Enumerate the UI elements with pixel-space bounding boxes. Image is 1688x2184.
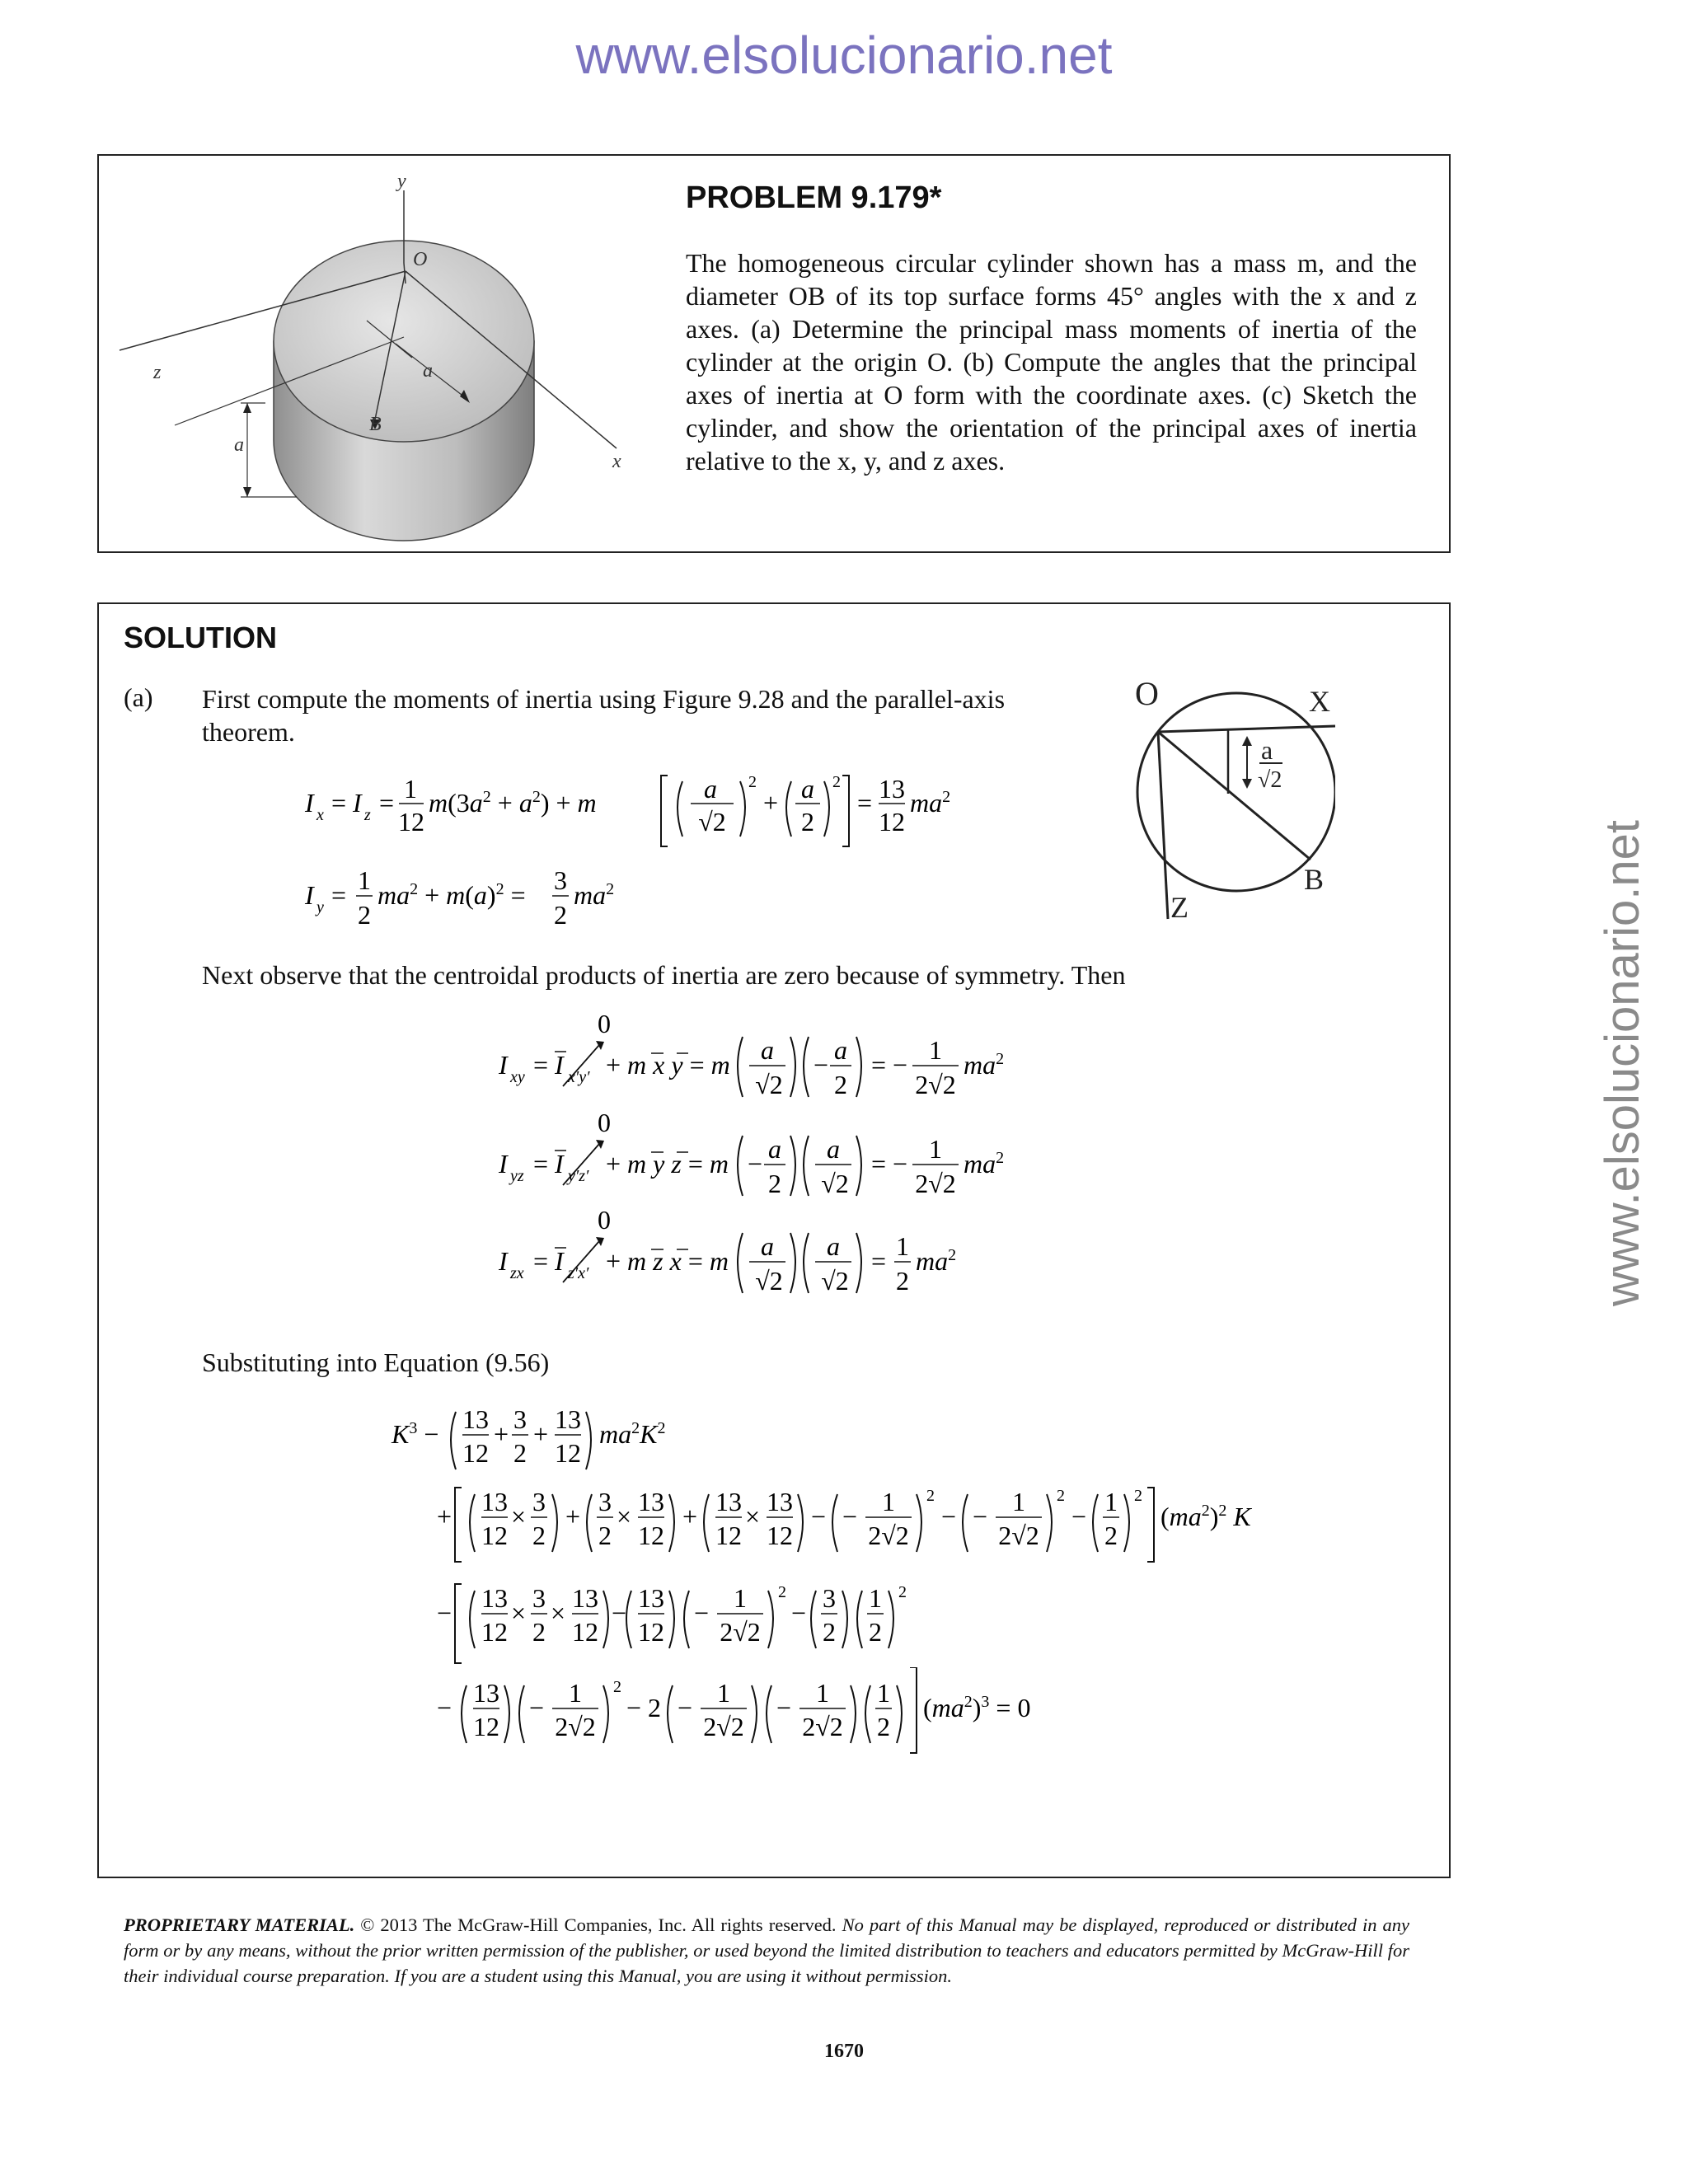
svg-text:1: 1	[404, 774, 417, 804]
svg-text:yz: yz	[510, 1167, 524, 1185]
svg-text:12: 12	[481, 1521, 508, 1550]
svg-text:2: 2	[832, 773, 841, 791]
equation-cubic-line-2	[429, 1476, 1418, 1575]
svg-text:−: −	[1071, 1502, 1087, 1531]
svg-text:a: a	[801, 774, 814, 804]
svg-text:2: 2	[834, 1070, 847, 1099]
svg-text:13: 13	[481, 1583, 508, 1613]
svg-text:2: 2	[358, 900, 371, 930]
equation-ixy	[490, 1008, 1150, 1107]
sketch-label-X: X	[1309, 685, 1330, 718]
svg-text:−: −	[529, 1693, 545, 1722]
svg-text:−: −	[748, 1149, 763, 1179]
svg-text:= −: = −	[871, 1050, 908, 1080]
svg-text:2: 2	[532, 1617, 546, 1647]
svg-text:+: +	[437, 1502, 452, 1531]
svg-text:1: 1	[882, 1487, 895, 1516]
sketch-label-a-den: √2	[1258, 767, 1282, 793]
svg-text:+: +	[682, 1502, 698, 1531]
svg-text:2√2: 2√2	[998, 1521, 1039, 1550]
part-a-label: (a)	[124, 682, 153, 712]
svg-text:2: 2	[1104, 1521, 1118, 1550]
footer-notice	[124, 1912, 1409, 1989]
svg-text:I: I	[499, 1050, 508, 1080]
svg-text:= I: = I	[533, 1246, 564, 1276]
svg-text:ma2: $ma^2$	[574, 880, 615, 910]
sketch-label-Z: Z	[1170, 891, 1189, 924]
equation-iy	[297, 865, 709, 947]
svg-text:ma2: $ma^2$	[964, 1149, 1005, 1179]
problem-box	[97, 154, 1451, 553]
svg-text:3: 3	[598, 1487, 612, 1516]
svg-text:ma2: $ma^2$	[916, 1246, 957, 1276]
figure-label-height-a: a	[234, 434, 244, 456]
footer-legal-text: No part of this Manual may be displayed, reproduced or distributed in any form or by any means, without the prior written permission of the publisher, or used beyond the limited distribution to teachers and educators permitted by McGraw-Hill for their individual course preparation. If you are a student using this Manual, you are using it without permission.	[124, 1915, 1409, 1986]
svg-text:12: 12	[715, 1521, 742, 1550]
svg-text:2: 2	[532, 1521, 546, 1550]
svg-text:z′x′: z′x′	[568, 1264, 589, 1282]
svg-text:3: 3	[513, 1404, 527, 1434]
svg-text:2: 2	[1057, 1487, 1065, 1505]
svg-text:a: a	[761, 1035, 774, 1065]
svg-text:×: ×	[511, 1598, 527, 1628]
svg-text:=: =	[857, 788, 873, 818]
equation-izx	[490, 1204, 1150, 1303]
watermark-top: www.elsolucionario.net	[575, 26, 1113, 85]
svg-text:+ m z x = m: + m z x = m	[606, 1246, 729, 1276]
svg-text:ma2: $ma^2$	[964, 1050, 1005, 1080]
equation-iyz	[490, 1107, 1150, 1206]
svg-text:√2: √2	[821, 1266, 849, 1296]
svg-text:a: a	[761, 1231, 774, 1261]
svg-text:1: 1	[734, 1583, 747, 1613]
svg-text:z: z	[364, 806, 371, 824]
svg-text:−: −	[941, 1502, 957, 1531]
svg-text:12: 12	[555, 1438, 581, 1468]
equation-cubic-line-4	[429, 1667, 1253, 1766]
solution-title: SOLUTION	[124, 621, 277, 654]
svg-text:2: 2	[1134, 1487, 1142, 1505]
sketch-label-a-num: a	[1261, 735, 1273, 765]
problem-title: PROBLEM 9.179*	[686, 180, 942, 215]
svg-text:2: 2	[898, 1583, 907, 1601]
svg-text:3: 3	[532, 1583, 546, 1613]
symmetry-note: Next observe that the centroidal products of inertia are zero because of symmetry. Then	[202, 960, 1126, 990]
svg-text:+ m x y = m: + m x y = m	[606, 1050, 730, 1080]
svg-text:13: 13	[767, 1487, 793, 1516]
svg-text:(ma2)2 K: $(ma^2)^2$ K	[1160, 1502, 1251, 1531]
svg-text:13: 13	[462, 1404, 489, 1434]
svg-text:0: 0	[598, 1009, 611, 1038]
svg-text:2√2: 2√2	[555, 1712, 596, 1741]
footer-lead: PROPRIETARY MATERIAL.	[124, 1915, 355, 1935]
svg-text:I: I	[499, 1149, 508, 1179]
svg-text:×: ×	[511, 1502, 527, 1531]
svg-text:a: a	[704, 774, 717, 804]
svg-text:1: 1	[1104, 1487, 1118, 1516]
svg-text:=: =	[379, 788, 395, 818]
svg-text:3: 3	[823, 1583, 836, 1613]
svg-text:+ m y z = m: + m y z = m	[606, 1149, 729, 1179]
watermark-side: www.elsolucionario.net	[1596, 820, 1649, 1306]
svg-text:×: ×	[551, 1598, 566, 1628]
sketch-label-O: O	[1135, 675, 1159, 712]
svg-text:x: x	[316, 806, 324, 824]
svg-text:12: 12	[638, 1521, 664, 1550]
svg-text:y′z′: y′z′	[568, 1167, 589, 1185]
svg-text:+: +	[494, 1419, 509, 1449]
svg-text:2: 2	[613, 1678, 621, 1696]
figure-label-B: B	[369, 414, 382, 435]
svg-text:I: I	[305, 788, 314, 818]
svg-text:1: 1	[929, 1134, 942, 1164]
svg-text:I: I	[305, 880, 314, 910]
svg-text:I: I	[353, 788, 362, 818]
svg-text:2: 2	[748, 773, 757, 791]
svg-text:13: 13	[473, 1678, 499, 1708]
figure-label-y: y	[397, 171, 406, 192]
svg-text:a: a	[827, 1231, 840, 1261]
svg-text:(ma2)3 = 0: $(ma^2)^3 = 0$	[923, 1693, 1031, 1722]
svg-text:2√2: 2√2	[802, 1712, 843, 1741]
svg-text:y: y	[316, 898, 324, 916]
svg-text:1: 1	[358, 865, 371, 895]
svg-text:13: 13	[638, 1583, 664, 1613]
svg-text:I: I	[499, 1246, 508, 1276]
problem-statement: The homogeneous circular cylinder shown has a mass m, and the diameter OB of its top surface forms 45° angles with the x and z axes. (a) Determine the principal mass moments of inertia of the cylinder at the origin O. (b) Compute the angles that the principal axes of inertia at O form with the coordinate axes. (c) Sketch the cylinder, and show the orientation of the principal axes of inertia relative to the x, y, and z axes.	[686, 248, 1417, 476]
svg-text:×: ×	[617, 1502, 632, 1531]
svg-text:ma2 + m(a)2 =: $ma^2 + m(a)^2$ =	[377, 880, 526, 910]
svg-text:√2: √2	[698, 807, 726, 837]
svg-text:13: 13	[638, 1487, 664, 1516]
svg-text:12: 12	[638, 1617, 664, 1647]
svg-text:2√2: 2√2	[703, 1712, 744, 1741]
svg-text:=: =	[331, 788, 347, 818]
svg-text:12: 12	[462, 1438, 489, 1468]
part-a-intro: First compute the moments of inertia using Figure 9.28 and the parallel-axis theorem.	[202, 684, 1006, 747]
svg-text:3: 3	[532, 1487, 546, 1516]
svg-text:12: 12	[481, 1617, 508, 1647]
svg-text:−: −	[694, 1598, 710, 1628]
svg-text:2√2: 2√2	[915, 1070, 956, 1099]
svg-text:−: −	[437, 1598, 452, 1628]
svg-text:2√2: 2√2	[868, 1521, 909, 1550]
svg-text:−: −	[973, 1502, 988, 1531]
svg-text:1: 1	[929, 1035, 942, 1065]
svg-text:+: +	[533, 1419, 549, 1449]
figure-label-z: z	[153, 362, 162, 383]
svg-text:1: 1	[896, 1231, 909, 1261]
svg-text:+: +	[565, 1502, 581, 1531]
svg-text:2: 2	[877, 1712, 890, 1741]
figure-label-x: x	[612, 451, 621, 472]
svg-text:√2: √2	[821, 1169, 849, 1198]
svg-text:13: 13	[481, 1487, 508, 1516]
svg-text:1: 1	[569, 1678, 582, 1708]
svg-text:0: 0	[598, 1108, 611, 1137]
svg-text:1: 1	[1012, 1487, 1025, 1516]
svg-text:12: 12	[879, 807, 905, 837]
svg-text:2: 2	[926, 1487, 935, 1505]
svg-text:−: −	[437, 1693, 452, 1722]
svg-text:= I: = I	[533, 1149, 564, 1179]
svg-text:m(3a2 + a2) + m: $m(3a^2 + a^2) + m$	[429, 788, 597, 818]
svg-text:2: 2	[778, 1583, 786, 1601]
sketch-label-B: B	[1304, 863, 1325, 896]
svg-text:13: 13	[879, 774, 905, 804]
svg-text:a: a	[834, 1035, 847, 1065]
svg-text:2: 2	[823, 1617, 836, 1647]
svg-text:2: 2	[598, 1521, 612, 1550]
svg-text:12: 12	[572, 1617, 598, 1647]
page-number: 1670	[824, 2041, 864, 2062]
svg-text:a: a	[827, 1134, 840, 1164]
svg-text:−: −	[776, 1693, 792, 1722]
svg-text:+: +	[763, 788, 779, 818]
figure-label-O: O	[413, 249, 428, 270]
svg-text:= −: = −	[871, 1149, 908, 1179]
svg-text:=: =	[331, 880, 347, 910]
svg-text:ma2K2: $ma^2K^2$	[599, 1419, 666, 1449]
figure-label-radius-a: a	[423, 360, 433, 382]
svg-text:1: 1	[869, 1583, 882, 1613]
svg-text:−: −	[678, 1693, 693, 1722]
svg-text:12: 12	[767, 1521, 793, 1550]
svg-text:1: 1	[717, 1678, 730, 1708]
svg-text:= I: = I	[533, 1050, 564, 1080]
svg-text:2√2: 2√2	[915, 1169, 956, 1198]
svg-text:xy: xy	[510, 1068, 525, 1086]
svg-text:√2: √2	[755, 1070, 783, 1099]
equation-cubic-line-1	[383, 1394, 878, 1476]
svg-text:√2: √2	[755, 1266, 783, 1296]
svg-text:=: =	[871, 1246, 887, 1276]
svg-text:2: 2	[896, 1266, 909, 1296]
svg-text:13: 13	[572, 1583, 598, 1613]
svg-text:2: 2	[869, 1617, 882, 1647]
svg-text:−: −	[811, 1502, 827, 1531]
solution-box	[97, 602, 1451, 1878]
svg-text:2: 2	[768, 1169, 781, 1198]
svg-text:−: −	[612, 1598, 627, 1628]
svg-text:zx: zx	[510, 1264, 524, 1282]
cylinder-figure	[99, 156, 659, 543]
svg-text:13: 13	[555, 1404, 581, 1434]
svg-text:−: −	[842, 1502, 858, 1531]
footer-copyright: © 2013 The McGraw-Hill Companies, Inc. All rights reserved.	[354, 1915, 842, 1935]
hand-sketch	[1088, 662, 1335, 926]
svg-text:1: 1	[877, 1678, 890, 1708]
svg-text:×: ×	[745, 1502, 761, 1531]
svg-text:12: 12	[398, 807, 424, 837]
substituting-note: Substituting into Equation (9.56)	[202, 1347, 550, 1377]
svg-text:ma2: $ma^2$	[910, 788, 951, 818]
svg-text:−: −	[814, 1050, 829, 1080]
equation-cubic-line-3	[429, 1572, 1088, 1671]
svg-text:2√2: 2√2	[720, 1617, 761, 1647]
svg-text:a: a	[768, 1134, 781, 1164]
svg-text:2: 2	[554, 900, 567, 930]
svg-text:12: 12	[473, 1712, 499, 1741]
svg-text:−: −	[791, 1598, 807, 1628]
svg-text:2: 2	[513, 1438, 527, 1468]
svg-text:K3 −: $K^3$ −	[392, 1419, 439, 1449]
svg-text:− 2: − 2	[626, 1693, 662, 1722]
svg-text:3: 3	[554, 865, 567, 895]
svg-text:0: 0	[598, 1205, 611, 1235]
svg-text:x′y′: x′y′	[568, 1068, 590, 1086]
svg-text:2: 2	[801, 807, 814, 837]
svg-text:13: 13	[715, 1487, 742, 1516]
svg-text:1: 1	[816, 1678, 829, 1708]
equation-ix-iz	[297, 761, 1039, 868]
